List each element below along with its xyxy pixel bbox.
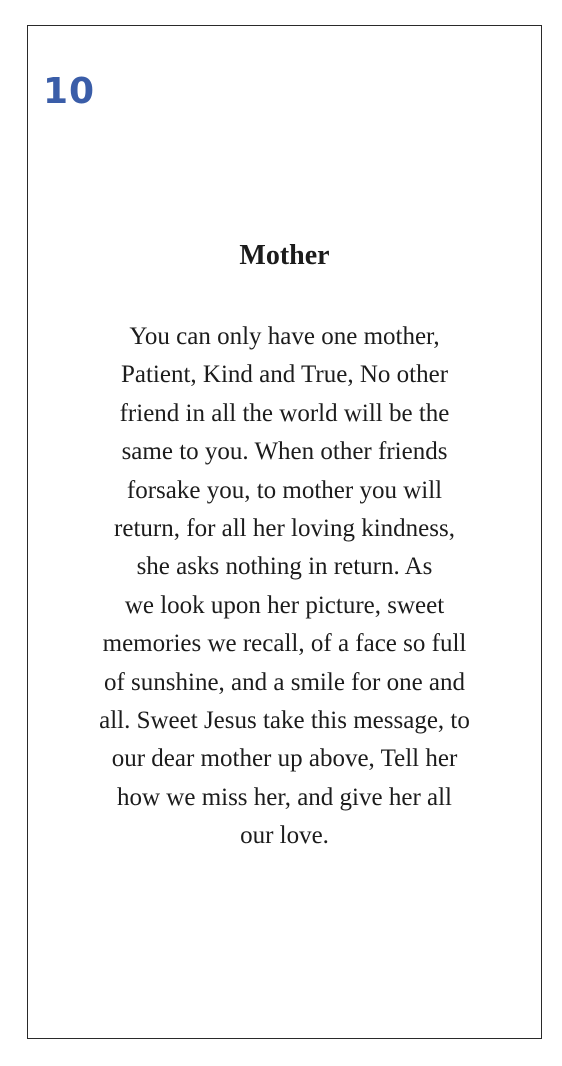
- card-number: 10: [43, 71, 96, 112]
- verse-card: [27, 25, 542, 1039]
- poem-line: of sunshine, and a smile for one and: [103, 668, 466, 696]
- poem-line: return, for all her loving kindness,: [114, 514, 455, 542]
- poem-title: Mother: [239, 240, 330, 271]
- poem-line: memories we recall, of a face so full: [102, 630, 467, 658]
- poem-line: You can only have one mother,: [129, 323, 440, 350]
- poem-line: friend in all the world will be the: [119, 399, 450, 427]
- poem-line: all. Sweet Jesus take this message, to: [99, 706, 470, 734]
- poem-line: we look upon her picture, sweet: [124, 591, 445, 619]
- poem-line: how we miss her, and give her all: [116, 783, 453, 811]
- poem-line: forsake you, to mother you will: [126, 476, 443, 504]
- poem-line: Patient, Kind and True, No other: [120, 361, 449, 389]
- poem-line: same to you. When other friends: [121, 438, 448, 466]
- poem-line: our dear mother up above, Tell her: [111, 745, 458, 773]
- poem-body: [28, 318, 541, 855]
- poem-line: our love.: [240, 822, 329, 850]
- poem-line: she asks nothing in return. As: [136, 553, 433, 581]
